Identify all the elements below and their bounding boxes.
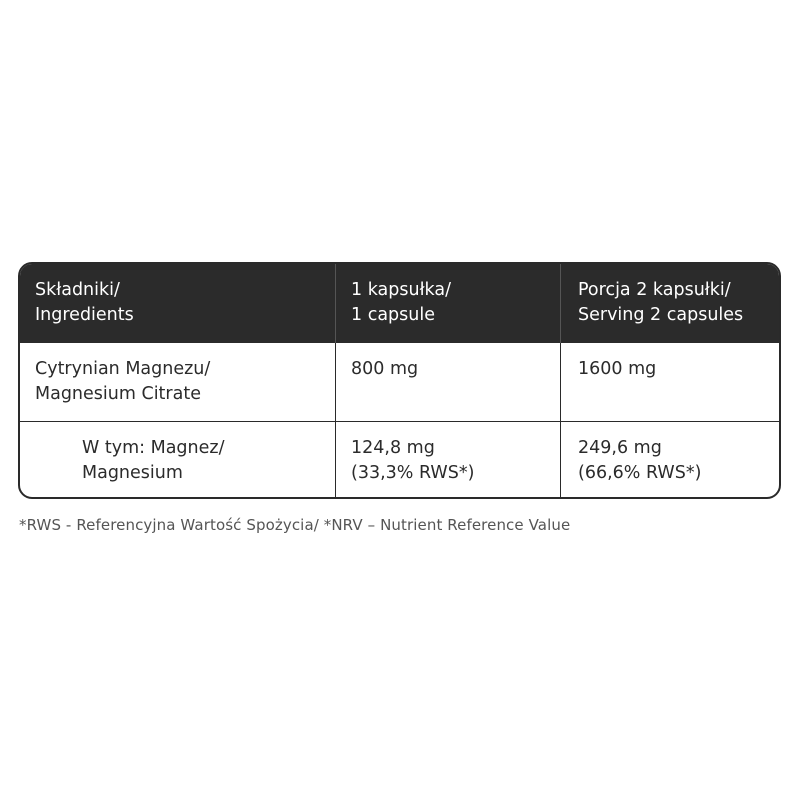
- per-capsule-cell: [336, 343, 561, 421]
- header-per-serving-en: Serving 2 capsules: [578, 305, 744, 325]
- table-header-row: [20, 264, 779, 343]
- per-serving-cell: [561, 422, 779, 499]
- header-ingredients-pl: Składniki/: [35, 280, 120, 300]
- table-row: [20, 343, 779, 422]
- per-serving-amount: 249,6 mg: [578, 438, 662, 458]
- header-per-capsule-en: 1 capsule: [351, 305, 435, 325]
- per-capsule-cell: [336, 422, 561, 499]
- table-row: [20, 422, 779, 499]
- per-serving-cell: [561, 343, 779, 421]
- header-per-serving-pl: Porcja 2 kapsułki/: [578, 280, 731, 300]
- header-ingredients-en: Ingredients: [35, 305, 134, 325]
- per-capsule-amount: 124,8 mg: [351, 438, 435, 458]
- footnote: *RWS - Referencyjna Wartość Spożycia/ *NRV – Nutrient Reference Value: [19, 516, 571, 534]
- ingredient-name-en: Magnesium: [82, 463, 183, 483]
- header-per-capsule-pl: 1 kapsułka/: [351, 280, 451, 300]
- ingredient-cell: [20, 343, 336, 421]
- per-capsule-nrv: (33,3% RWS*): [351, 463, 475, 483]
- header-per-capsule: [336, 264, 561, 343]
- ingredient-name-en: Magnesium Citrate: [35, 384, 201, 404]
- per-capsule-amount: 800 mg: [351, 359, 419, 379]
- ingredient-name-pl: W tym: Magnez/: [82, 438, 225, 458]
- header-per-serving: [561, 264, 779, 343]
- per-serving-nrv: (66,6% RWS*): [578, 463, 702, 483]
- nutrition-table: [18, 262, 781, 499]
- ingredient-cell: [20, 422, 336, 499]
- ingredient-name-pl: Cytrynian Magnezu/: [35, 359, 211, 379]
- per-serving-amount: 1600 mg: [578, 359, 657, 379]
- header-ingredients: [20, 264, 336, 343]
